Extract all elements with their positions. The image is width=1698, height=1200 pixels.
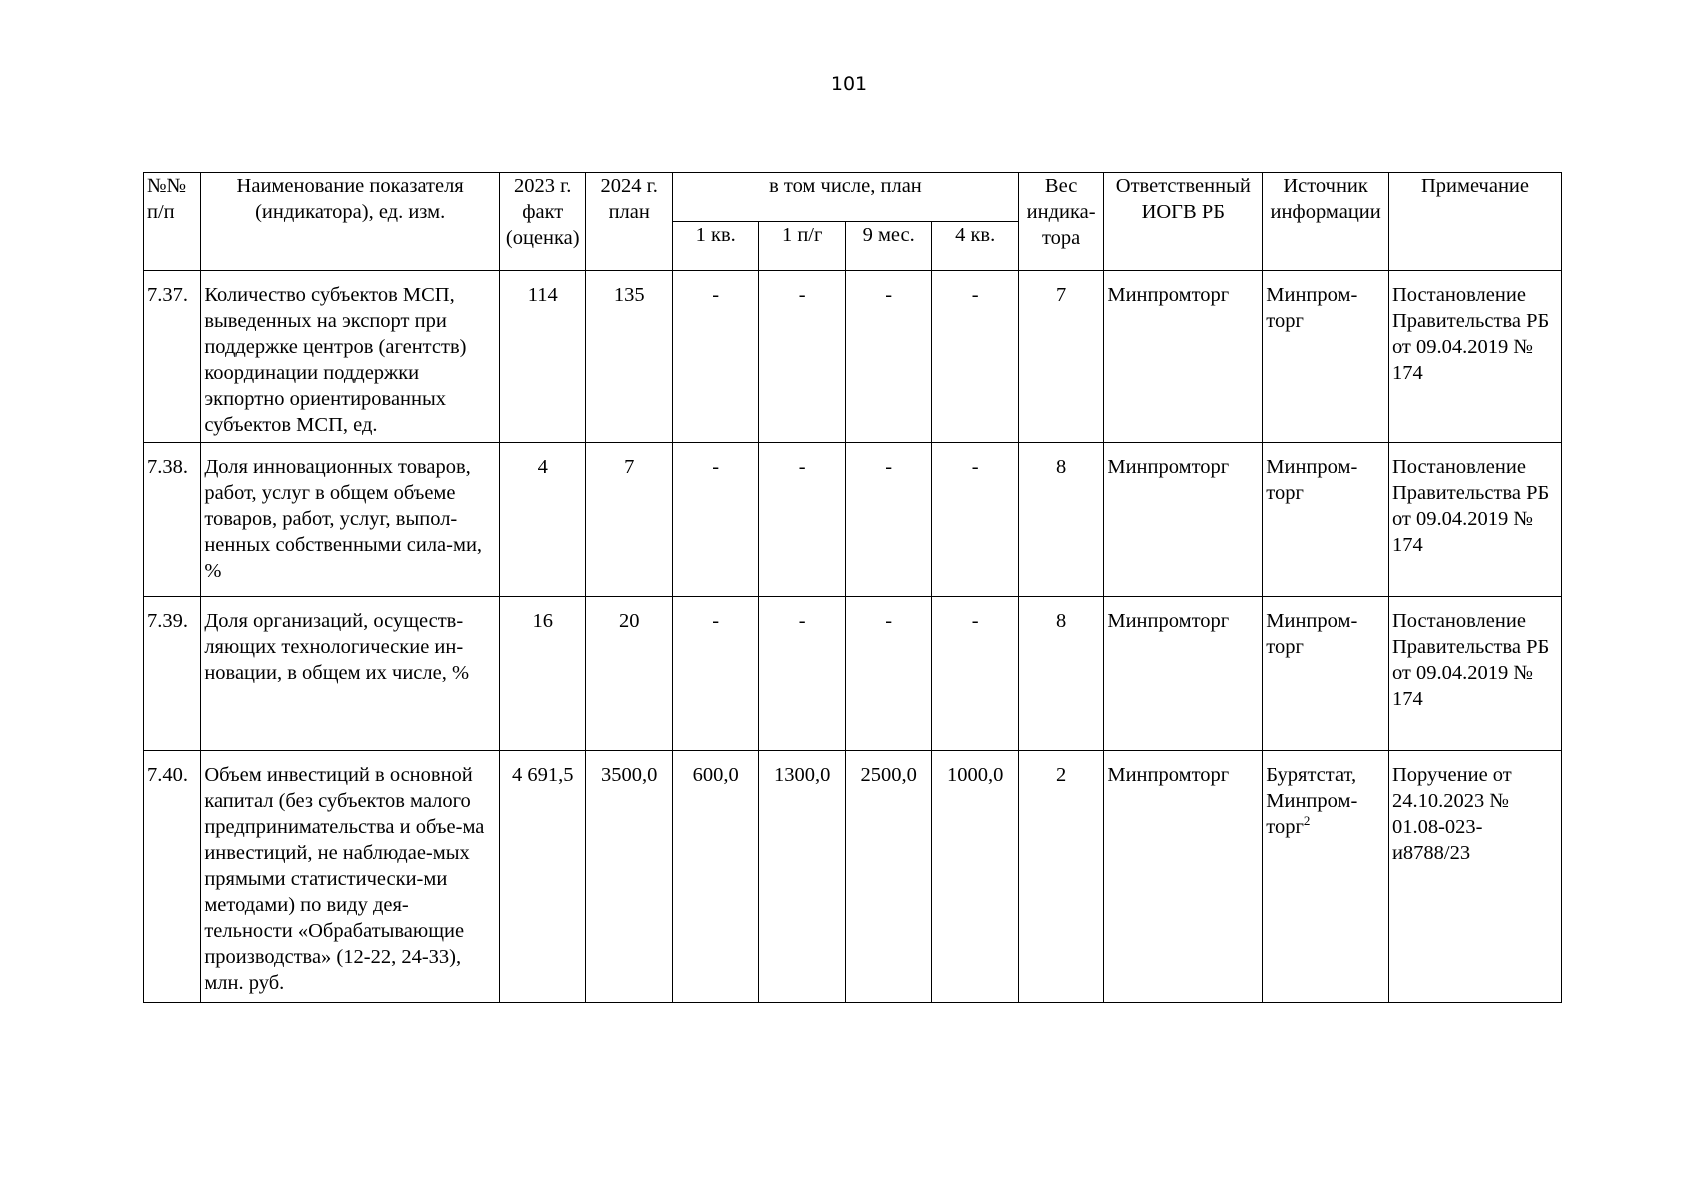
header-fact-2023: 2023 г. факт (оценка): [499, 173, 585, 271]
indicator-name: Объем инвестиций в основной капитал (без субъектов малого предпринимательства и объе-ма инвестиций, не наблюдае-мых прямыми статистически-ми методами) по виду дея-тельности «Обрабатывающие производства» (12-22, 24-33), млн. руб.: [201, 751, 500, 1003]
page-number: 101: [830, 73, 868, 95]
responsible-body: Минпромторг: [1104, 443, 1263, 597]
info-source-text: Минпром-торг: [1266, 284, 1358, 332]
indicator-name: Количество субъектов МСП, выведенных на экспорт при поддержке центров (агентств) координации поддержки экпортно ориентированных субъектов МСП, ед.: [201, 271, 500, 443]
indicator-name: Доля инновационных товаров, работ, услуг в общем объеме товаров, работ, услуг, выпол-ненных собственными сила-ми, %: [201, 443, 500, 597]
note: Постановление Правительства РБ от 09.04.2019 № 174: [1388, 597, 1561, 751]
indicator-weight: 8: [1018, 443, 1103, 597]
responsible-body: Минпромторг: [1104, 751, 1263, 1003]
plan-9m: -: [845, 597, 931, 751]
note: Постановление Правительства РБ от 09.04.2019 № 174: [1388, 271, 1561, 443]
table-row: [144, 751, 1562, 1003]
responsible-body: Минпромторг: [1104, 271, 1263, 443]
plan-2024: 3500,0: [586, 751, 672, 1003]
note: Постановление Правительства РБ от 09.04.2019 № 174: [1388, 443, 1561, 597]
indicator-weight: 7: [1018, 271, 1103, 443]
info-source: [1263, 443, 1389, 597]
plan-9m: -: [845, 443, 931, 597]
header-h1: 1 п/г: [759, 222, 845, 271]
header-q1: 1 кв.: [672, 222, 758, 271]
table-row: [144, 443, 1562, 597]
header-note: Примечание: [1388, 173, 1561, 271]
plan-q1: 600,0: [672, 751, 758, 1003]
plan-h1: -: [759, 443, 845, 597]
indicators-table: [143, 172, 1562, 1003]
row-num: 7.37.: [144, 271, 201, 443]
info-source: [1263, 597, 1389, 751]
indicator-name: Доля организаций, осуществ-ляющих технологические ин-новации, в общем их числе, %: [201, 597, 500, 751]
plan-2024: 7: [586, 443, 672, 597]
responsible-body: Минпромторг: [1104, 597, 1263, 751]
info-source-text: Минпром-торг: [1266, 456, 1358, 504]
plan-2024: 20: [586, 597, 672, 751]
header-plan-2024: 2024 г. план: [586, 173, 672, 271]
fact-2023: 16: [499, 597, 585, 751]
plan-q1: -: [672, 597, 758, 751]
row-num: 7.39.: [144, 597, 201, 751]
table-row: [144, 597, 1562, 751]
plan-q4: -: [932, 597, 1018, 751]
header-incl-plan: в том числе, план: [672, 173, 1018, 222]
header-responsible: Ответственный ИОГВ РБ: [1104, 173, 1263, 271]
row-num: 7.38.: [144, 443, 201, 597]
plan-q1: -: [672, 271, 758, 443]
info-source: [1263, 271, 1389, 443]
plan-9m: 2500,0: [845, 751, 931, 1003]
info-source-text: Минпром-торг: [1266, 610, 1358, 658]
plan-h1: -: [759, 271, 845, 443]
plan-h1: -: [759, 597, 845, 751]
plan-h1: 1300,0: [759, 751, 845, 1003]
indicator-weight: 8: [1018, 597, 1103, 751]
plan-q4: 1000,0: [932, 751, 1018, 1003]
plan-q4: -: [932, 271, 1018, 443]
header-weight: Вес индика-тора: [1018, 173, 1103, 271]
footnote-marker: 2: [1303, 813, 1311, 829]
table-header: [144, 173, 1562, 271]
info-source-text: Бурятстат, Минпром-торг: [1266, 764, 1358, 838]
header-source: Источник информации: [1263, 173, 1389, 271]
header-q4: 4 кв.: [932, 222, 1018, 271]
info-source: [1263, 751, 1389, 1003]
fact-2023: 114: [499, 271, 585, 443]
note: Поручение от 24.10.2023 № 01.08-023-и8788/23: [1388, 751, 1561, 1003]
plan-q1: -: [672, 443, 758, 597]
fact-2023: 4: [499, 443, 585, 597]
header-num: №№ п/п: [144, 173, 201, 271]
plan-2024: 135: [586, 271, 672, 443]
header-name: Наименование показателя (индикатора), ед. изм.: [201, 173, 500, 271]
row-num: 7.40.: [144, 751, 201, 1003]
table-row: [144, 271, 1562, 443]
indicator-weight: 2: [1018, 751, 1103, 1003]
fact-2023: 4 691,5: [499, 751, 585, 1003]
plan-9m: -: [845, 271, 931, 443]
header-9m: 9 мес.: [845, 222, 931, 271]
plan-q4: -: [932, 443, 1018, 597]
